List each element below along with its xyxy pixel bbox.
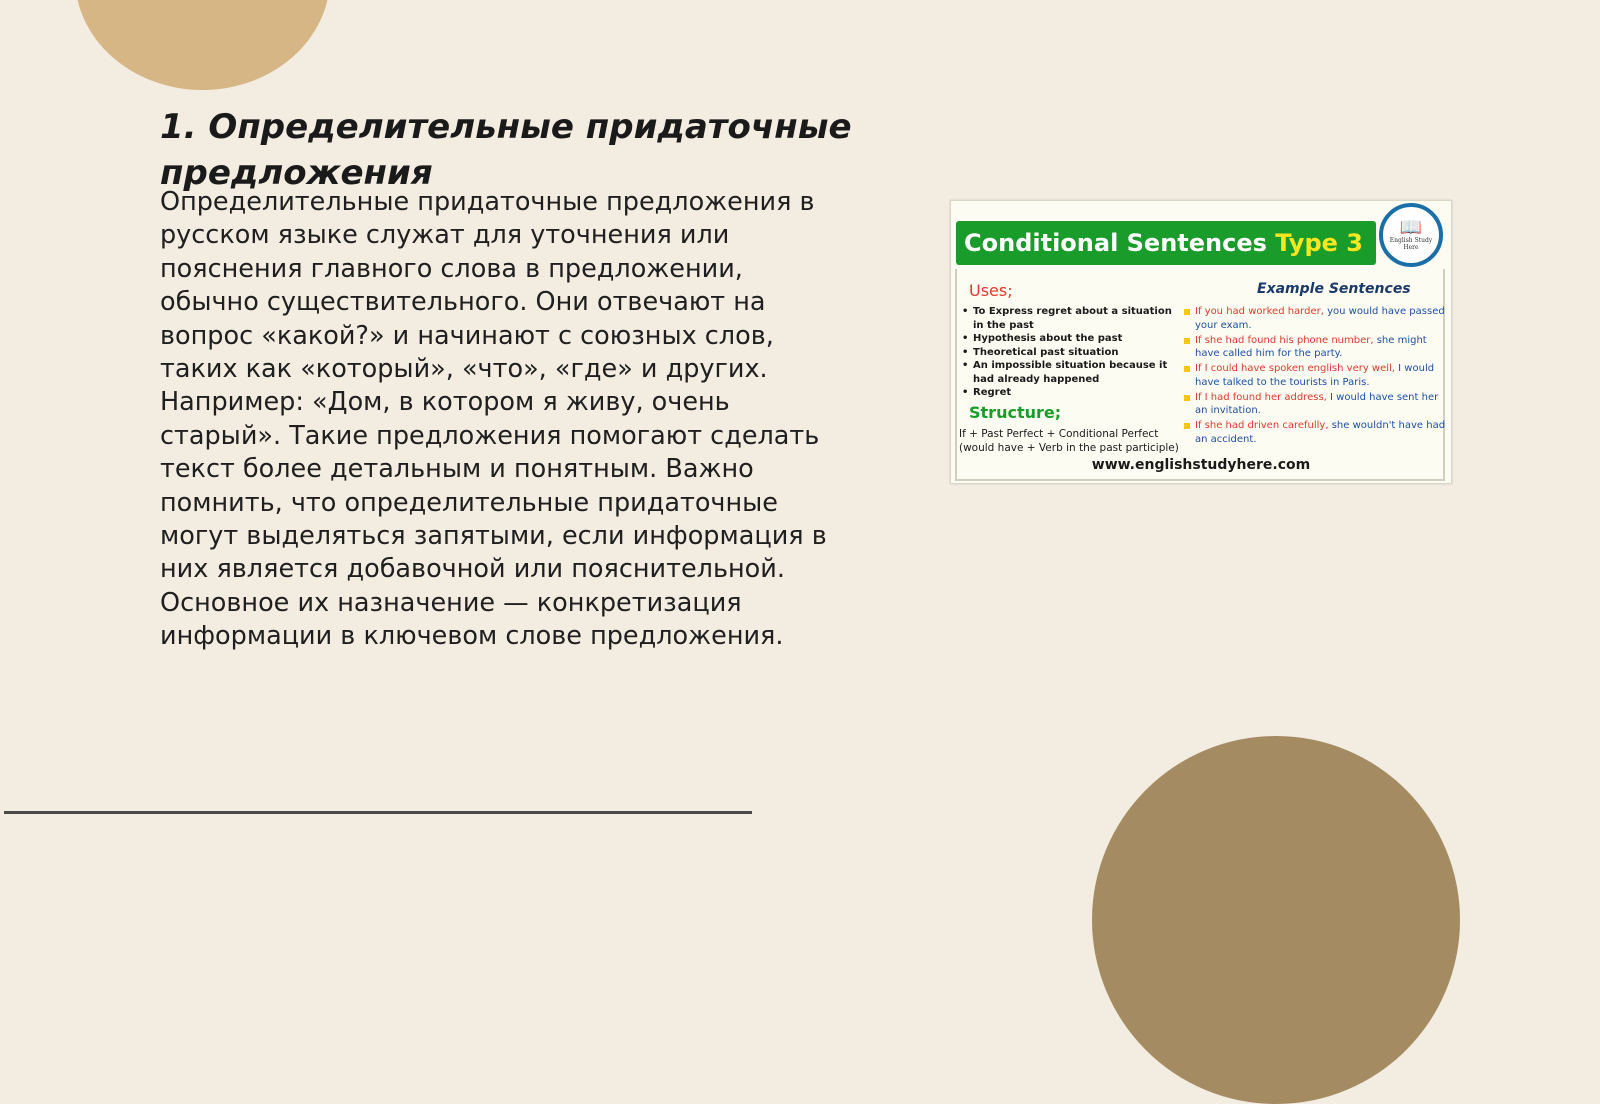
example-sentence: If she had found his phone number, she might have called him for the party. [1183,334,1447,361]
logo-text: English Study Here [1389,237,1433,251]
uses-item: • Regret [959,386,1179,400]
divider-line [4,811,752,814]
website-url: www.englishstudyhere.com [1091,457,1311,473]
structure-text: If + Past Perfect + Conditional Perfect (would have + Verb in the past participle) [959,428,1179,454]
header-accent-text: Type 3 [1275,229,1363,257]
uses-title: Uses; [969,281,1013,300]
decorative-circle-top [75,0,330,90]
examples-list [1183,305,1447,448]
example-sentence: If you had worked harder, you would have passed your exam. [1183,305,1447,332]
infographic-header [956,221,1376,265]
examples-title: Example Sentences [1257,281,1411,297]
uses-item: • An impossible situation because it had already happened [959,359,1179,386]
uses-item: • Hypothesis about the past [959,332,1179,346]
example-sentence: If I had found her address, I would have sent her an invitation. [1183,391,1447,418]
uses-item: • Theoretical past situation [959,346,1179,360]
header-main-text: Conditional Sentences [964,229,1267,257]
structure-title: Structure; [969,403,1062,422]
example-sentence: If I could have spoken english very well, I would have talked to the tourists in Paris. [1183,362,1447,389]
english-study-here-logo [1379,203,1443,267]
uses-item: • To Express regret about a situation in the past [959,305,1179,332]
book-icon: 📖 [1399,217,1423,238]
example-sentence: If she had driven carefully, she wouldn't have had an accident. [1183,419,1447,446]
decorative-circle-bottom [1092,736,1460,1104]
slide-title: 1. Определительные придаточные предложения [160,107,852,193]
conditional-sentences-infographic [950,200,1452,484]
uses-list [959,305,1179,400]
slide-body-text: Определительные придаточные предложения в русском языке служат для уточнения или пояснения главного слова в предложении, обычно существительного. Они отвечают на вопрос «какой?» и начинают с союзных слов, таких как «который», «что», «где» и других. Например: «Дом, в котором я живу, очень старый». Такие предложения помогают сделать текст более детальным и понятным. Важно помнить, что определительные придаточные могут выделяться запятыми, если информация в них является добавочной или пояснительной. Основное их назначение — конкретизация информации в ключевом слове предложения. [160,187,827,652]
